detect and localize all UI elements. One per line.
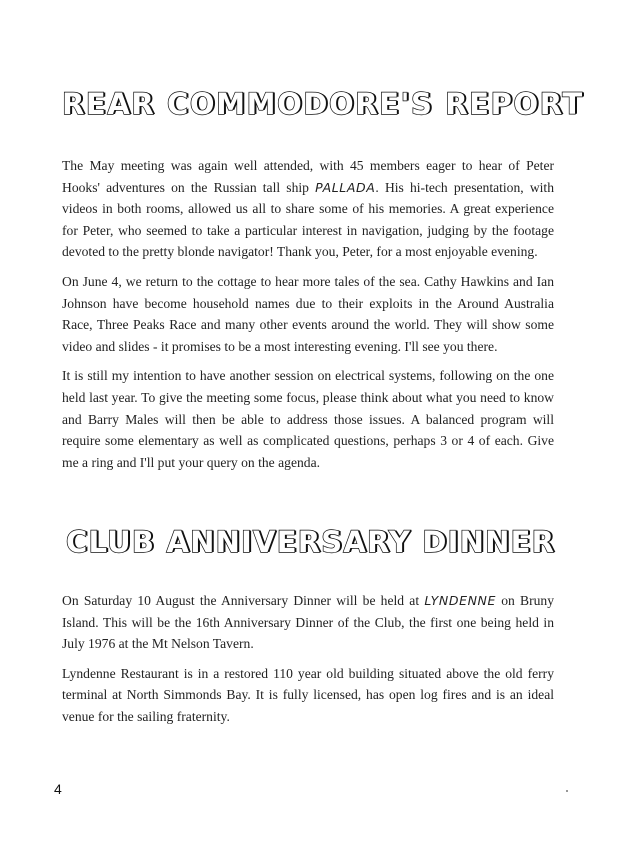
report-paragraph-1-end: . His hi-tech presentation, with videos in both rooms, allowed us all to share some of his memories. A great experience for Peter, who seemed to take a particular interest in navigation, judging by the footage devoted to the pretty blonde navigator! Thank you, Peter, for a most enjoyable evening. xyxy=(62,179,554,260)
report-paragraph-1-start: The May meeting was again well attended, with 45 members eager to hear of Peter Hooks' adventures on the Russian tall ship xyxy=(62,158,554,195)
page-number: 4 xyxy=(54,781,62,797)
dinner-paragraph-1-start: On Saturday 10 August the Anniversary Dinner will be held at xyxy=(62,593,425,608)
venue-name: LYNDENNE xyxy=(424,593,496,608)
anniversary-dinner-heading: CLUB ANNIVERSARY DINNER xyxy=(66,525,556,559)
report-paragraph-1 xyxy=(62,155,554,263)
scan-speck xyxy=(566,790,568,792)
report-paragraph-3: It is still my intention to have another session on electrical systems, following on the one held last year. To give the meeting some focus, please think about what you need to know and Barry Males will then be able to address those issues. A balanced program will require some elementary as well as complicated questions, perhaps 3 or 4 of each. Give me a ring and I'll put your query on the agenda. xyxy=(62,368,554,470)
rear-commodore-report-heading: REAR COMMODORE'S REPORT xyxy=(62,87,584,121)
rear-commodore-report-body xyxy=(62,155,554,481)
dinner-paragraph-1-end: on Bruny Island. This will be the 16th Anniversary Dinner of the Club, the first one being held in July 1976 at the Mt Nelson Tavern. xyxy=(62,593,554,652)
ship-name: PALLADA xyxy=(315,179,376,195)
dinner-paragraph-2: Lyndenne Restaurant is in a restored 110 year old building situated above the old ferry terminal at North Simmonds Bay. It is fully licensed, has open log fires and is an ideal venue for the sailing fraternity. xyxy=(62,665,554,724)
dinner-paragraph-1 xyxy=(62,590,554,655)
report-paragraph-2: On June 4, we return to the cottage to hear more tales of the sea. Cathy Hawkins and Ian Johnson have become household names due to their exploits in the Around Australia Race, Three Peaks Race and many other events around the world. They will show some video and slides - it promises to be a most interesting evening. I'll see you there. xyxy=(62,273,554,354)
anniversary-dinner-body xyxy=(62,590,554,736)
